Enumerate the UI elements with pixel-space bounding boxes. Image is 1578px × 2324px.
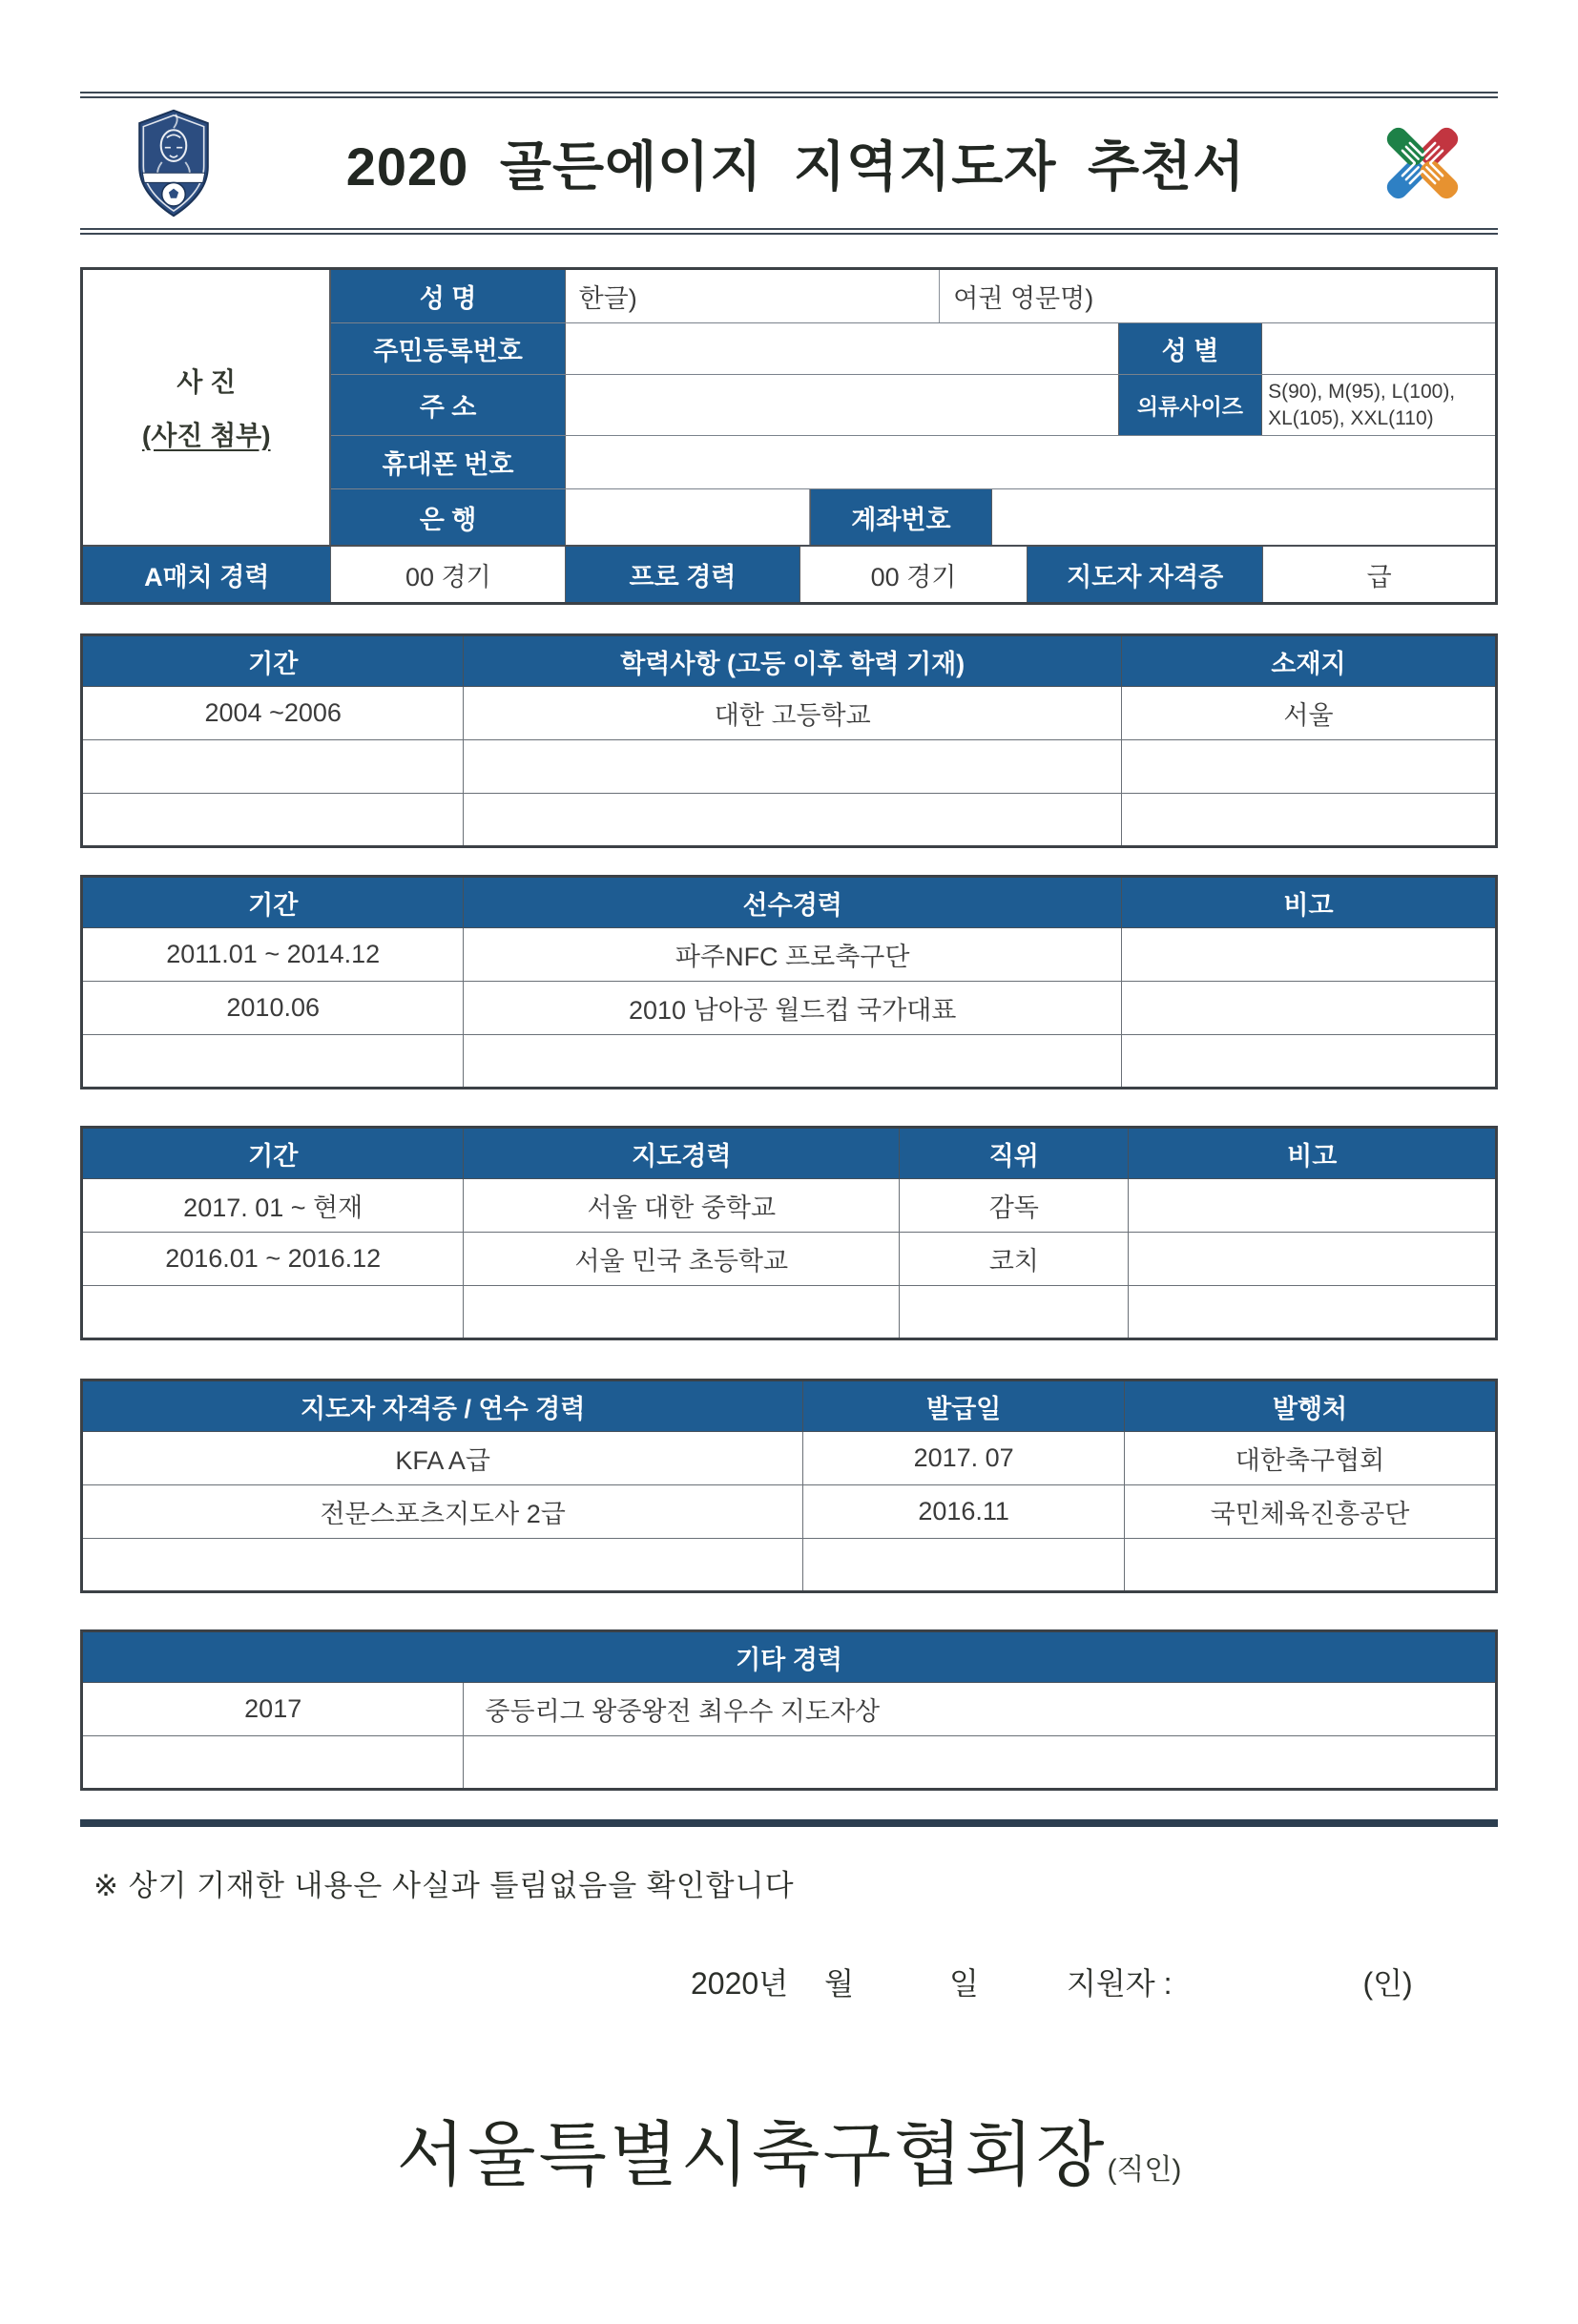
header-coaching-career: 지도경력: [464, 1128, 900, 1179]
table-row: [82, 1432, 1497, 1485]
table-cell: 중등리그 왕중왕전 최우수 지도자상: [464, 1683, 1497, 1736]
address-row: [331, 375, 1495, 436]
table-cell: 서울: [1122, 687, 1497, 740]
table-cell: 2010.06: [82, 982, 464, 1035]
table-cell: 2010 남아공 월드컵 국가대표: [464, 982, 1122, 1035]
date-year: 2020년: [691, 1966, 789, 2001]
table-row: [82, 794, 1497, 847]
education-table: [80, 633, 1498, 848]
table-row: [82, 982, 1497, 1035]
photo-label: 사 진: [176, 367, 237, 397]
bank-row: [331, 489, 1495, 545]
header-band: [80, 98, 1498, 228]
name-label: 성 명: [331, 270, 565, 322]
table-cell: [900, 1286, 1129, 1339]
player-career-table: [80, 875, 1498, 1089]
bank-label: 은 행: [331, 489, 565, 545]
table-cell: [1124, 1539, 1496, 1592]
amatch-label: A매치 경력: [83, 547, 331, 602]
clothing-size-label: 의류사이즈: [1118, 375, 1262, 435]
page-title: 2020 골든에이지 지역지도자 추천서: [345, 136, 1246, 197]
table-cell: 감독: [900, 1179, 1129, 1233]
table-header-row: [82, 877, 1497, 928]
table-row: [82, 1539, 1497, 1592]
applicant-label: 지원자 :: [1066, 1966, 1173, 2001]
table-cell: [82, 1035, 464, 1089]
header-license: 지도자 자격증 / 연수 경력: [82, 1380, 803, 1432]
address-field: [566, 375, 1118, 435]
date-month: 월: [824, 1966, 855, 2001]
clothing-size-line2: XL(105), XXL(110): [1268, 406, 1434, 429]
header-period: 기간: [82, 1128, 464, 1179]
table-cell: [464, 794, 1122, 847]
pro-career-value: 00 경기: [800, 547, 1028, 602]
profile-table: [80, 267, 1498, 605]
header-bottom-double-rule: [80, 228, 1498, 235]
name-passport-field: 여권 영문명): [953, 284, 1094, 313]
date-day: 일: [949, 1966, 979, 2001]
table-cell: [803, 1539, 1125, 1592]
table-cell: [82, 794, 464, 847]
table-row: [82, 928, 1497, 982]
table-cell: 국민체육진흥공단: [1124, 1485, 1496, 1539]
table-cell: [82, 1539, 803, 1592]
confirmation-note: ※ 상기 기재한 내용은 사실과 틀림없음을 확인합니다: [93, 1869, 795, 1902]
table-header-row: [82, 1128, 1497, 1179]
account-label: 계좌번호: [810, 489, 992, 545]
table-cell: [464, 1035, 1122, 1089]
address-label: 주 소: [331, 375, 565, 435]
phone-field: [566, 436, 1495, 488]
organization-seal-label: (직인): [1107, 2154, 1182, 2186]
header-remarks: 비고: [1129, 1128, 1497, 1179]
table-row: [82, 740, 1497, 794]
license-table: [80, 1379, 1498, 1593]
table-cell: [1122, 740, 1497, 794]
table-cell: [1129, 1179, 1497, 1233]
table-cell: 2017: [82, 1683, 464, 1736]
kfa-emblem-icon: [130, 107, 218, 219]
header-education: 학력사항 (고등 이후 학력 기재): [464, 635, 1122, 687]
table-cell: 2011.01 ~ 2014.12: [82, 928, 464, 982]
header-location: 소재지: [1122, 635, 1497, 687]
gender-label: 성 별: [1118, 323, 1262, 374]
table-cell: 2017. 01 ~ 현재: [82, 1179, 464, 1233]
table-cell: 전문스포츠지도사 2급: [82, 1485, 803, 1539]
table-header-row: [82, 635, 1497, 687]
table-row: [82, 1035, 1497, 1089]
table-row: [82, 687, 1497, 740]
table-cell: [464, 740, 1122, 794]
top-double-rule: [80, 92, 1498, 98]
amatch-value: 00 경기: [331, 547, 566, 602]
table-row: [82, 1485, 1497, 1539]
table-cell: [82, 740, 464, 794]
table-cell: [1122, 794, 1497, 847]
header-player-career: 선수경력: [464, 877, 1122, 928]
applicant-seal-label: (인): [1362, 1966, 1413, 2001]
table-cell: [464, 1286, 900, 1339]
golden-age-hands-icon: [1374, 116, 1471, 210]
table-cell: 2016.11: [803, 1485, 1125, 1539]
date-signature-line: [80, 1960, 1498, 2003]
document-page: [0, 92, 1578, 2200]
header-issue-date: 발급일: [803, 1380, 1125, 1432]
table-row: [82, 1736, 1497, 1790]
table-row: [82, 1233, 1497, 1286]
coach-license-value: 급: [1366, 562, 1392, 591]
other-career-table: [80, 1629, 1498, 1791]
resident-id-field: [566, 323, 1118, 374]
header-period: 기간: [82, 877, 464, 928]
table-cell: [1122, 1035, 1497, 1089]
name-row: [331, 270, 1495, 323]
table-row: [82, 1179, 1497, 1233]
account-field: [992, 489, 1495, 545]
table-cell: [1129, 1286, 1497, 1339]
bottom-navy-rule: [80, 1819, 1498, 1827]
table-header-row: [82, 1631, 1497, 1683]
header-period: 기간: [82, 635, 464, 687]
header-other-career: 기타 경력: [82, 1631, 1497, 1683]
table-cell: 대한축구협회: [1124, 1432, 1496, 1485]
organization-line: [80, 2099, 1498, 2200]
phone-label: 휴대폰 번호: [331, 436, 565, 488]
photo-attach-label: (사진 첨부): [141, 421, 271, 450]
table-row: [82, 1286, 1497, 1339]
table-cell: [82, 1286, 464, 1339]
table-cell: KFA A급: [82, 1432, 803, 1485]
table-cell: [82, 1736, 464, 1790]
table-cell: [1129, 1233, 1497, 1286]
table-cell: 코치: [900, 1233, 1129, 1286]
header-issuer: 발행처: [1124, 1380, 1496, 1432]
coaching-career-table: [80, 1126, 1498, 1340]
table-cell: 2016.01 ~ 2016.12: [82, 1233, 464, 1286]
table-cell: 파주NFC 프로축구단: [464, 928, 1122, 982]
header-remarks: 비고: [1122, 877, 1497, 928]
resident-id-row: [331, 323, 1495, 375]
phone-row: [331, 436, 1495, 489]
resident-id-label: 주민등록번호: [331, 323, 565, 374]
table-cell: 2017. 07: [803, 1432, 1125, 1485]
table-row: [82, 1683, 1497, 1736]
photo-cell: [83, 270, 331, 545]
organization-name: 서울특별시축구협회장: [396, 2115, 1108, 2194]
pro-career-label: 프로 경력: [566, 547, 800, 602]
career-summary-row: [83, 547, 1495, 602]
table-cell: 대한 고등학교: [464, 687, 1122, 740]
name-korean-field: 한글): [566, 270, 941, 322]
table-cell: [1122, 982, 1497, 1035]
header-position: 직위: [900, 1128, 1129, 1179]
coach-license-label: 지도자 자격증: [1028, 547, 1263, 602]
table-cell: [464, 1736, 1497, 1790]
table-cell: 서울 민국 초등학교: [464, 1233, 900, 1286]
clothing-size-line1: S(90), M(95), L(100),: [1268, 381, 1456, 404]
table-cell: 2004 ~2006: [82, 687, 464, 740]
table-header-row: [82, 1380, 1497, 1432]
table-cell: [1122, 928, 1497, 982]
table-cell: 서울 대한 중학교: [464, 1179, 900, 1233]
bank-field: [566, 489, 810, 545]
gender-field: [1262, 323, 1495, 374]
clothing-size-options: [1262, 375, 1495, 435]
